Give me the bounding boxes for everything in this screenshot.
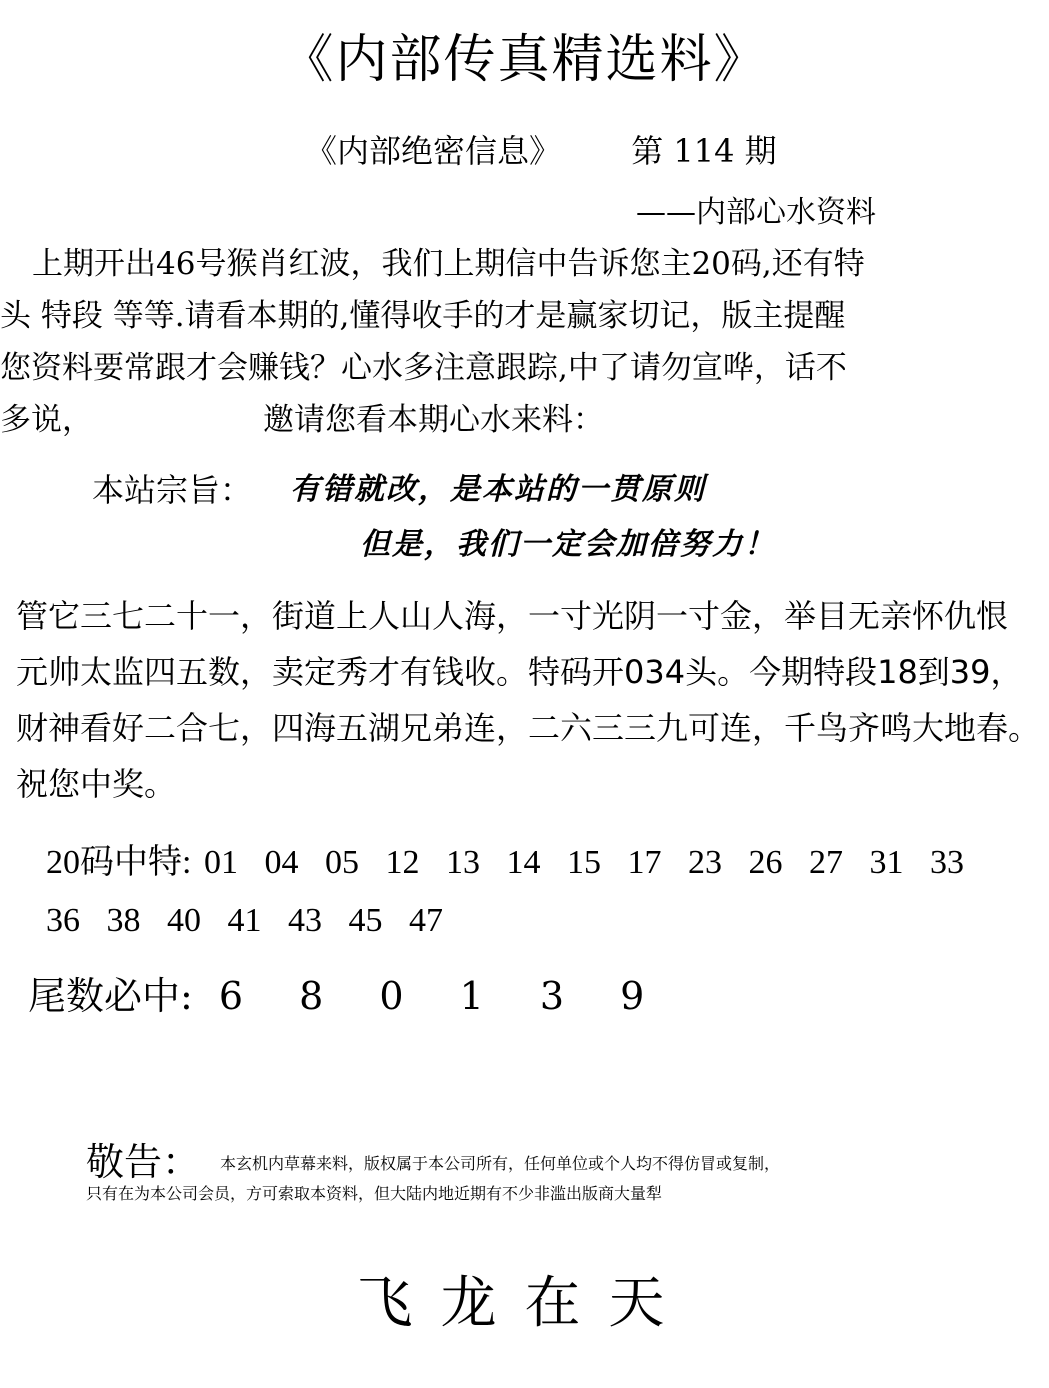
poem-line-4: 祝您中奖。 [16, 765, 177, 803]
poem-line-3: 财神看好二合七，四海五湖兄弟连，二六三三九可连，千鸟齐鸣大地春。 [16, 709, 1041, 747]
numbers-row-1 [46, 834, 982, 892]
notice-line-1: 本玄机内草幕来料，版权属于本公司所有，任何单位或个人均不得仿冒或复制， [220, 1154, 781, 1173]
tail-digits-row [28, 968, 666, 1024]
document-title: 《内部传真精选料》 [281, 30, 768, 90]
number-item: 27 [808, 844, 843, 881]
number-item: 33 [929, 844, 964, 881]
number-item: 41 [227, 902, 262, 939]
number-item: 04 [264, 844, 299, 881]
number-item: 17 [627, 844, 662, 881]
motto-label: 本站宗旨： [92, 471, 253, 509]
number-item: 01 [203, 844, 238, 881]
intro-line-3: 您资料要常跟才会赚钱？心水多注意跟踪,中了请勿宣哗，话不 [0, 350, 847, 386]
number-item: 36 [46, 902, 80, 939]
issue-number: 第 114 期 [631, 132, 777, 170]
number-item: 15 [566, 844, 601, 881]
motto-line-1: 有错就改，是本站的一贯原则 [290, 472, 706, 507]
number-item: 40 [167, 902, 201, 939]
intro-line-4 [0, 394, 1049, 446]
poem-line-1: 管它三七二十一，街道上人山人海，一寸光阴一寸金，举目无亲怀仇恨 [16, 597, 1009, 635]
numbers-row-2 [46, 892, 982, 950]
intro-line-1: 上期开出46号猴肖红波，我们上期信中告诉您主20码,还有特 [32, 246, 865, 282]
footer-slogan: 飞龙在天 [356, 1271, 693, 1336]
number-item: 05 [324, 844, 359, 881]
number-item: 31 [869, 844, 904, 881]
source-line: ——内部心水资料 [636, 195, 876, 230]
poem-line-2: 元帅太监四五数，卖定秀才有钱收。特码开034头。今期特段18到39， [16, 653, 1023, 691]
poem-block [16, 588, 1046, 812]
intro-line-2: 头 特段 等等.请看本期的,懂得收手的才是赢家切记，版主提醒 [0, 298, 846, 334]
notice-line-2: 只有在为本公司会员，方可索取本资料，但大陆内地近期有不少非滥出版商大量犁 [86, 1184, 663, 1203]
intro-line-4a: 多说， [0, 402, 93, 438]
number-item: 38 [106, 902, 141, 939]
number-item: 12 [385, 844, 420, 881]
intro-paragraph [0, 238, 1049, 446]
numbers-label: 20码中特: [46, 844, 192, 881]
numbers-block [46, 834, 982, 950]
notice-label: 敬告： [86, 1140, 201, 1184]
motto-line-2: 但是，我们一定会加倍努力！ [360, 527, 776, 562]
intro-line-4b: 邀请您看本期心水来料： [263, 402, 604, 438]
tail-digits: 6 8 0 1 3 9 [218, 974, 667, 1018]
subtitle: 《内部绝密信息》 [305, 132, 562, 170]
number-item: 45 [348, 902, 383, 939]
number-item: 13 [445, 844, 480, 881]
number-item: 26 [748, 844, 783, 881]
number-item: 14 [506, 844, 541, 881]
number-item: 43 [288, 902, 322, 939]
number-item: 23 [687, 844, 722, 881]
subtitle-row [305, 130, 777, 172]
tail-label: 尾数必中: [28, 974, 193, 1018]
number-item: 47 [409, 902, 443, 939]
